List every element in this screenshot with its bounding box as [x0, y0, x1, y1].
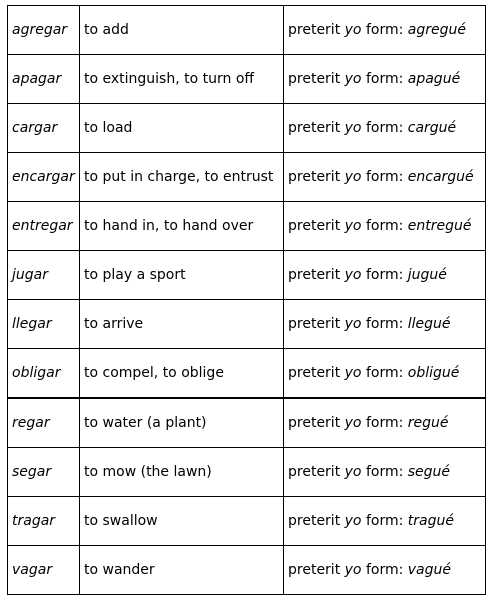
preterit-label: preterit — [288, 267, 345, 283]
preterit-form: apagué — [407, 71, 461, 87]
yo-label: yo — [344, 562, 362, 578]
preterit-cell — [284, 153, 486, 202]
preterit-cell — [284, 6, 486, 55]
preterit-form: llegué — [407, 316, 451, 332]
verb-cell: agregar — [8, 6, 80, 55]
meaning-cell: to put in charge, to entrust — [80, 153, 284, 202]
verb-cell: encargar — [8, 153, 80, 202]
verb-cell: obligar — [8, 349, 80, 399]
preterit-cell — [284, 448, 486, 497]
table-row — [8, 497, 486, 546]
yo-label: yo — [344, 365, 362, 381]
meaning-cell: to extinguish, to turn off — [80, 55, 284, 104]
yo-label: yo — [344, 120, 362, 136]
preterit-cell — [284, 251, 486, 300]
yo-label: yo — [344, 71, 362, 87]
form-label: form: — [361, 365, 408, 381]
table-row — [8, 300, 486, 349]
yo-label: yo — [344, 464, 362, 480]
verb-cell: tragar — [8, 497, 80, 546]
preterit-label: preterit — [288, 71, 345, 87]
form-label: form: — [361, 71, 408, 87]
table-row — [8, 104, 486, 153]
preterit-cell — [284, 55, 486, 104]
table-row — [8, 202, 486, 251]
preterit-cell — [284, 300, 486, 349]
table-row — [8, 349, 486, 399]
preterit-label: preterit — [288, 218, 345, 234]
yo-label: yo — [344, 22, 362, 38]
table-row — [8, 6, 486, 55]
preterit-form: vagué — [407, 562, 452, 578]
form-label: form: — [361, 415, 408, 431]
yo-label: yo — [344, 513, 362, 529]
form-label: form: — [361, 169, 408, 185]
verb-cell: vagar — [8, 546, 80, 595]
meaning-cell: to compel, to oblige — [80, 349, 284, 399]
verb-cell: cargar — [8, 104, 80, 153]
table-row — [8, 448, 486, 497]
meaning-cell: to hand in, to hand over — [80, 202, 284, 251]
meaning-cell: to swallow — [80, 497, 284, 546]
preterit-cell — [284, 202, 486, 251]
preterit-label: preterit — [288, 562, 345, 578]
preterit-label: preterit — [288, 365, 345, 381]
preterit-label: preterit — [288, 169, 345, 185]
preterit-form: encargué — [407, 169, 474, 185]
preterit-cell — [284, 398, 486, 448]
table-row — [8, 153, 486, 202]
preterit-form: tragué — [407, 513, 454, 529]
form-label: form: — [361, 464, 408, 480]
meaning-cell: to play a sport — [80, 251, 284, 300]
preterit-label: preterit — [288, 464, 345, 480]
form-label: form: — [361, 22, 408, 38]
meaning-cell: to mow (the lawn) — [80, 448, 284, 497]
form-label: form: — [361, 120, 408, 136]
yo-label: yo — [344, 415, 362, 431]
table-row — [8, 55, 486, 104]
verb-cell: jugar — [8, 251, 80, 300]
form-label: form: — [361, 218, 408, 234]
preterit-form: agregué — [407, 22, 466, 38]
yo-label: yo — [344, 218, 362, 234]
preterit-form: obligué — [407, 365, 460, 381]
preterit-cell — [284, 497, 486, 546]
meaning-cell: to load — [80, 104, 284, 153]
preterit-label: preterit — [288, 415, 345, 431]
yo-label: yo — [344, 267, 362, 283]
verb-cell: regar — [8, 398, 80, 448]
preterit-label: preterit — [288, 120, 345, 136]
preterit-form: segué — [407, 464, 451, 480]
verb-cell: llegar — [8, 300, 80, 349]
preterit-form: cargué — [407, 120, 457, 136]
meaning-cell: to wander — [80, 546, 284, 595]
form-label: form: — [361, 267, 408, 283]
verb-cell: apagar — [8, 55, 80, 104]
meaning-cell: to arrive — [80, 300, 284, 349]
yo-label: yo — [344, 316, 362, 332]
table-row — [8, 546, 486, 595]
preterit-form: entregué — [407, 218, 472, 234]
verb-cell: segar — [8, 448, 80, 497]
meaning-cell: to water (a plant) — [80, 398, 284, 448]
meaning-cell: to add — [80, 6, 284, 55]
table-row — [8, 398, 486, 448]
yo-label: yo — [344, 169, 362, 185]
preterit-label: preterit — [288, 513, 345, 529]
preterit-form: jugué — [407, 267, 447, 283]
form-label: form: — [361, 316, 408, 332]
preterit-label: preterit — [288, 22, 345, 38]
table-row — [8, 251, 486, 300]
form-label: form: — [361, 562, 408, 578]
form-label: form: — [361, 513, 408, 529]
preterit-form: regué — [407, 415, 449, 431]
verb-table — [7, 5, 486, 595]
preterit-label: preterit — [288, 316, 345, 332]
preterit-cell — [284, 104, 486, 153]
preterit-cell — [284, 546, 486, 595]
verb-cell: entregar — [8, 202, 80, 251]
preterit-cell — [284, 349, 486, 399]
